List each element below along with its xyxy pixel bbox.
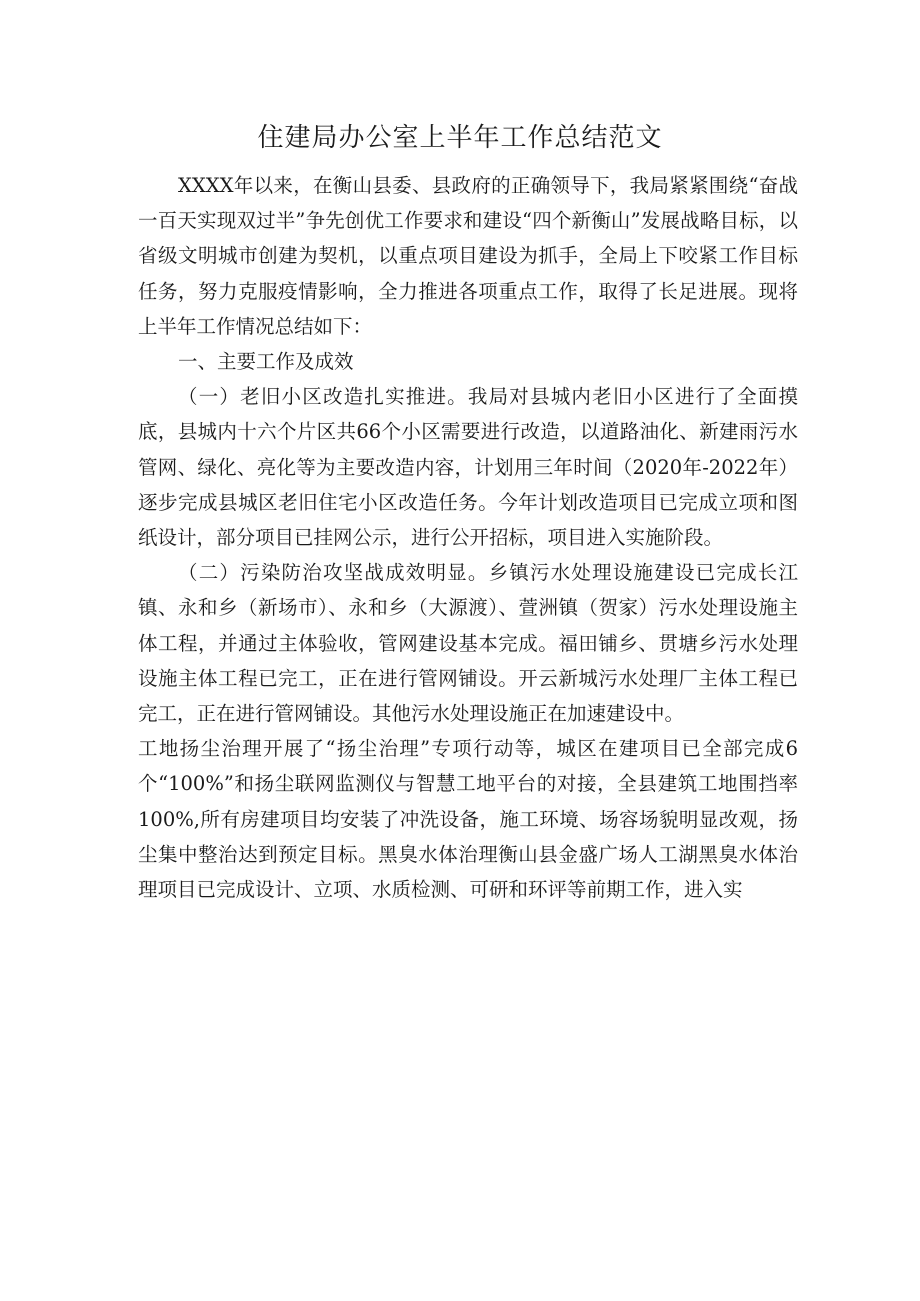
paragraph-pollution-control: （二）污染防治攻坚战成效明显。乡镇污水处理设施建设已完成长江镇、永和乡（新场市）、永和乡（大源渡）、萱洲镇（贺家）污水处理设施主体工程，并通过主体验收，管网建设基本完成。福田铺乡、贯塘乡污水处理设施主体工程已完工，正在进行管网铺设。开云新城污水处理厂主体工程已完工，正在进行管网铺设。其他污水处理设施正在加速建设中。 [138, 561, 798, 726]
document-title: 住建局办公室上半年工作总结范文 [257, 123, 663, 153]
paragraph-dust-control: 工地扬尘治理开展了“扬尘治理”专项行动等，城区在建项目已全部完成6个“100%”和扬尘联网监测仪与智慧工地平台的对接，全县建筑工地围挡率100%,所有房建项目均安装了冲洗设备，施工环境、场容场貌明显改观，扬尘集中整治达到预定目标。黑臭水体治理衡山县金盛广场人工湖黑臭水体治理项目已完成设计、立项、水质检测、可研和环评等前期工作，进入实 [138, 737, 798, 902]
section-heading: 一、主要工作及成效 [178, 350, 354, 374]
document-body [138, 168, 798, 907]
intro-paragraph: XXXX年以来，在衡山县委、县政府的正确领导下，我局紧紧围绕“奋战一百天实现双过半”争先创优工作要求和建设“四个新衡山”发展战略目标，以省级文明城市创建为契机，以重点项目建设为抓手，全局上下咬紧工作目标任务，努力克服疫情影响，全力推进各项重点工作，取得了长足进展。现将上半年工作情况总结如下： [138, 174, 798, 338]
paragraph-old-communities: （一）老旧小区改造扎实推进。我局对县城内老旧小区进行了全面摸底，县城内十六个片区共66个小区需要进行改造，以道路油化、新建雨污水管网、绿化、亮化等为主要改造内容，计划用三年时间（2020年-2022年）逐步完成县城区老旧住宅小区改造任务。今年计划改造项目已完成立项和图纸设计，部分项目已挂网公示，进行公开招标，项目进入实施阶段。 [138, 385, 798, 550]
